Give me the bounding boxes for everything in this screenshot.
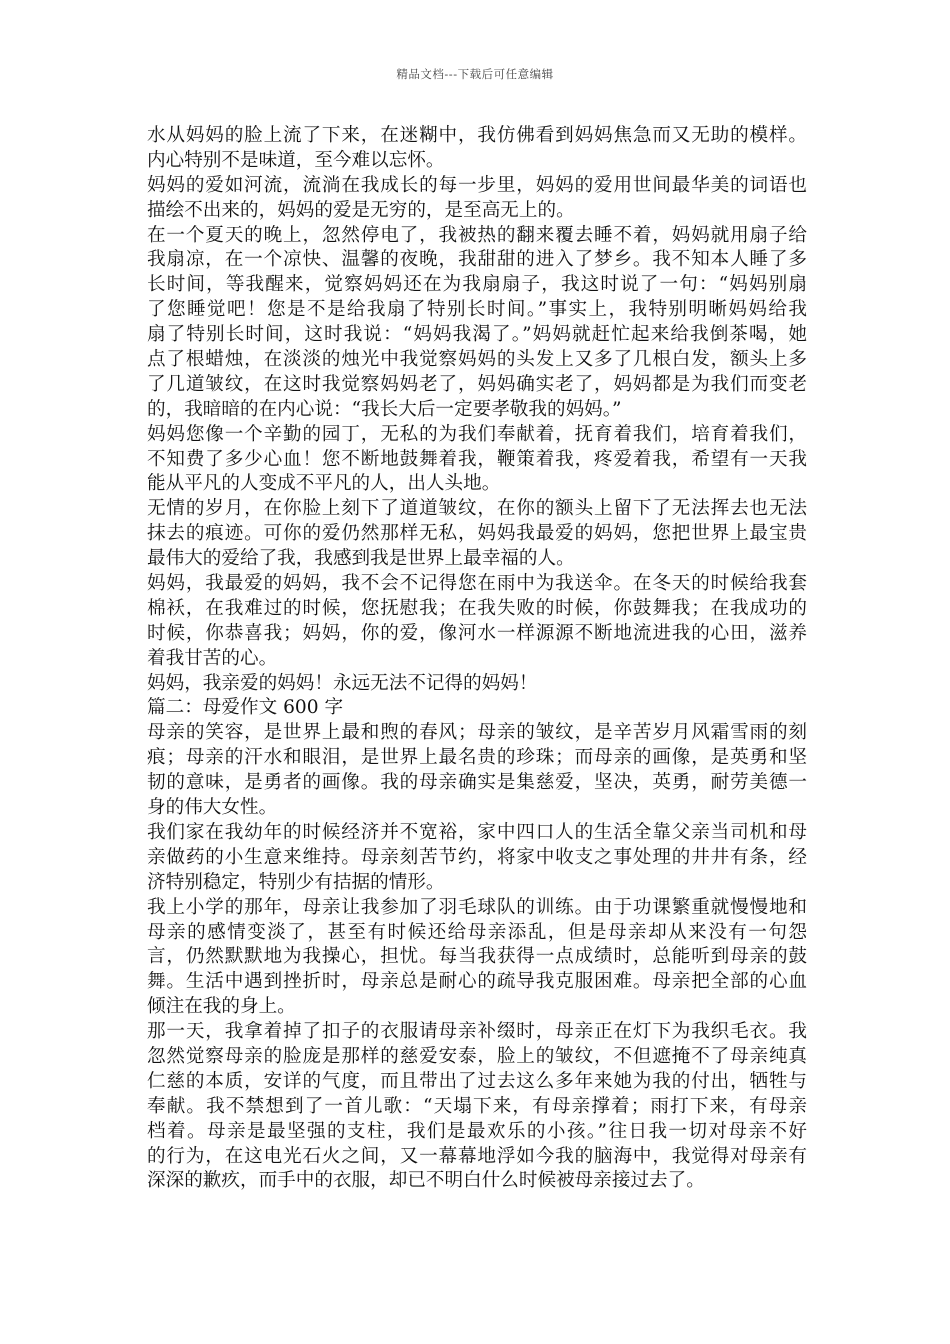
text-line: 点了根蜡烛，在淡淡的烛光中我觉察妈妈的头发上又多了几根白发，额头上多 bbox=[147, 349, 807, 371]
text-line: 我扇凉，在一个凉快、温馨的夜晚，我甜甜的进入了梦乡。我不知本人睡了多 bbox=[147, 249, 807, 271]
text-line: 在一个夏天的晚上，忽然停电了，我被热的翻来覆去睡不着，妈妈就用扇子给 bbox=[147, 224, 807, 246]
text-line: 扇了特别长时间，这时我说：“妈妈我渴了。”妈妈就赶忙起来给我倒茶喝，她 bbox=[147, 324, 807, 346]
text-line: 我上小学的那年，母亲让我参加了羽毛球队的训练。由于功课繁重就慢慢地和 bbox=[147, 896, 807, 918]
text-line: 了您睡觉吧！您是不是给我扇了特别长时间。”事实上，我特别明晰妈妈给我 bbox=[147, 299, 807, 321]
text-line: 母亲的感情变淡了，甚至有时候还给母亲添乱，但是母亲却从来没有一句怨 bbox=[147, 921, 807, 943]
text-line: 深深的歉疚，而手中的衣服，却已不明白什么时候被母亲接过去了。 bbox=[147, 1170, 705, 1192]
text-line: 篇二：母爱作文 600 字 bbox=[147, 697, 344, 719]
text-line: 妈妈您像一个辛勤的园丁，无私的为我们奉献着，抚育着我们，培育着我们， bbox=[147, 423, 807, 445]
text-line: 时候，你恭喜我；妈妈，你的爱，像河水一样源源不断地流进我的心田，滋养 bbox=[147, 622, 807, 644]
text-line: 了几道皱纹，在这时我觉察妈妈老了，妈妈确实老了，妈妈都是为我们而变老 bbox=[147, 373, 807, 395]
text-line: 济特别稳定，特别少有拮据的情形。 bbox=[147, 871, 445, 893]
text-line: 舞。生活中遇到挫折时，母亲总是耐心的疏导我克服困难。母亲把全部的心血 bbox=[147, 971, 807, 993]
text-line: 棉袄，在我难过的时候，您抚慰我；在我失败的时候，你鼓舞我；在我成功的 bbox=[147, 597, 807, 619]
text-line: 能从平凡的人变成不平凡的人，出人头地。 bbox=[147, 473, 501, 495]
text-line: 韧的意味，是勇者的画像。我的母亲确实是集慈爱，坚决，英勇，耐劳美德一 bbox=[147, 772, 807, 794]
text-line: 档着。母亲是最坚强的支柱，我们是最欢乐的小孩。”往日我一切对母亲不好 bbox=[147, 1120, 807, 1142]
text-line: 奉献。我不禁想到了一首儿歌：“天塌下来，有母亲撑着；雨打下来，有母亲 bbox=[147, 1095, 807, 1117]
text-line: 仁慈的本质，安详的气度，而且带出了过去这么多年来她为我的付出，牺牲与 bbox=[147, 1070, 807, 1092]
document-body bbox=[147, 124, 807, 1194]
text-line: 母亲的笑容，是世界上最和煦的春风；母亲的皱纹，是辛苦岁月风霜雪雨的刻 bbox=[147, 722, 807, 744]
text-line: 忽然觉察母亲的脸庞是那样的慈爱安泰，脸上的皱纹，不但遮掩不了母亲纯真 bbox=[147, 1045, 807, 1067]
text-line: 的行为，在这电光石火之间，又一幕幕地浮如今我的脑海中，我觉得对母亲有 bbox=[147, 1145, 807, 1167]
text-line: 言，仍然默默地为我操心，担忧。每当我获得一点成绩时，总能听到母亲的鼓 bbox=[147, 946, 807, 968]
text-line: 水从妈妈的脸上流了下来，在迷糊中，我仿佛看到妈妈焦急而又无助的模样。 bbox=[147, 125, 807, 146]
text-line: 痕；母亲的汗水和眼泪，是世界上最名贵的珍珠；而母亲的画像，是英勇和坚 bbox=[147, 747, 807, 769]
text-line: 妈妈的爱如河流，流淌在我成长的每一步里，妈妈的爱用世间最华美的词语也 bbox=[147, 174, 807, 196]
text-line: 着我甘苦的心。 bbox=[147, 647, 278, 669]
text-line: 描绘不出来的，妈妈的爱是无穷的，是至高无上的。 bbox=[147, 199, 575, 221]
text-line: 内心特别不是味道，至今难以忘怀。 bbox=[147, 149, 445, 171]
text-line: 倾注在我的身上。 bbox=[147, 996, 296, 1018]
text-line: 妈妈，我亲爱的妈妈！永远无法不记得的妈妈！ bbox=[147, 672, 538, 694]
text-line: 的，我暗暗的在内心说：“我长大后一定要孝敬我的妈妈。” bbox=[147, 398, 622, 420]
text-line: 最伟大的爱给了我，我感到我是世界上最幸福的人。 bbox=[147, 548, 575, 570]
text-line: 身的伟大女性。 bbox=[147, 797, 278, 819]
text-line: 不知费了多少心血！您不断地鼓舞着我，鞭策着我，疼爱着我，希望有一天我 bbox=[147, 448, 807, 470]
page-header: 精品文档---下载后可任意编辑 bbox=[396, 67, 554, 81]
text-line: 我们家在我幼年的时候经济并不宽裕，家中四口人的生活全靠父亲当司机和母 bbox=[147, 821, 807, 843]
text-line: 抹去的痕迹。可你的爱仍然那样无私，妈妈我最爱的妈妈，您把世界上最宝贵 bbox=[147, 523, 807, 545]
text-line: 妈妈，我最爱的妈妈，我不会不记得您在雨中为我送伞。在冬天的时候给我套 bbox=[147, 573, 807, 595]
text-line: 亲做药的小生意来维持。母亲刻苦节约，将家中收支之事处理的井井有条，经 bbox=[147, 846, 807, 868]
text-line: 长时间，等我醒来，觉察妈妈还在为我扇扇子，我这时说了一句：“妈妈别扇 bbox=[147, 274, 807, 296]
text-line: 无情的岁月，在你脸上刻下了道道皱纹，在你的额头上留下了无法挥去也无法 bbox=[147, 498, 807, 520]
text-line: 那一天，我拿着掉了扣子的衣服请母亲补缀时，母亲正在灯下为我织毛衣。我 bbox=[147, 1021, 807, 1043]
